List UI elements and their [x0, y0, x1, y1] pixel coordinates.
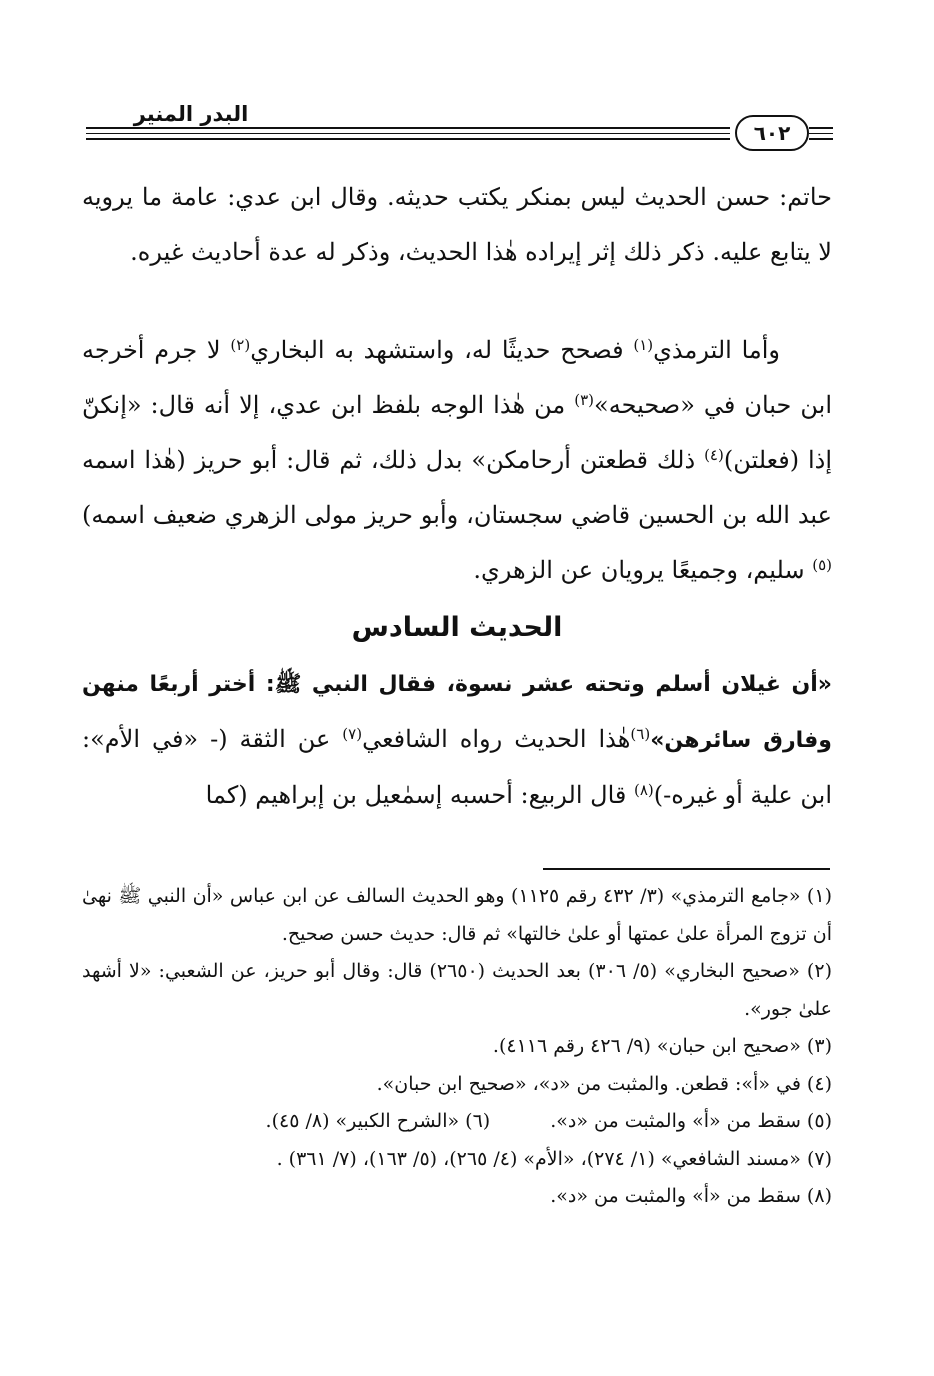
footnote-1: (١) «جامع الترمذي» (٣/ ٤٣٢ رقم ١١٢٥) وهو الحديث السالف عن ابن عباس «أن النبي ﷺ نهىٰ أن تزوج المرأة علىٰ عمتها أو علىٰ خالتها» ثم قال: حديث حسن صحيح. — [82, 885, 832, 945]
footnote-ref-2[interactable]: (٢) — [230, 336, 251, 354]
footnote-divider — [543, 868, 830, 870]
header-rule — [86, 127, 730, 129]
header-rule — [809, 127, 833, 129]
text-run: من هٰذا الوجه بلفظ ابن عدي، إلا أنه قال: «إنكنّ إذا (فعلتن) — [82, 391, 833, 474]
body-paragraph-1 — [82, 170, 832, 280]
footnote-7: (٧) «مسند الشافعي» (١/ ٢٧٤)، «الأم» (٤/ ٢٦٥)، (٥/ ١٦٣)، (٧/ ٣٦١) . — [276, 1147, 832, 1170]
body-paragraph-3 — [82, 656, 832, 823]
text-run: فصحح حديثًا له، واستشهد به البخاري — [250, 336, 634, 364]
header-rule — [809, 138, 833, 140]
header-rule — [86, 138, 730, 140]
page-number: ٦٠٢ — [735, 115, 809, 151]
footnote-5: (٥) سقط من «أ» والمثبت من «د». — [550, 1110, 832, 1132]
text-run: ذلك قطعتن أرحامكن» بدل ذلك، ثم قال: أبو حريز (هٰذا اسمه عبد الله بن الحسين قاضي سجستان، وأبو حريز مولى الزهري ضعيف اسمه) — [82, 446, 832, 529]
text-run: سليم، وجميعًا يرويان عن الزهري. — [473, 556, 813, 584]
footnote-8: (٨) سقط من «أ» والمثبت من «د». — [550, 1185, 832, 1207]
footnote-ref-3[interactable]: (٣) — [574, 391, 595, 409]
footnotes — [82, 878, 832, 1216]
footnote-ref-7[interactable]: (٧) — [342, 725, 363, 743]
footnote-ref-1[interactable]: (١) — [633, 336, 654, 354]
running-title: البدر المنير — [133, 102, 249, 126]
header-rule — [86, 133, 730, 134]
header-rule — [809, 133, 833, 134]
text-run: لا جرم أخرجه ابن حبان في «صحيحه» — [82, 336, 832, 419]
footnote-ref-5[interactable]: (٥) — [812, 556, 832, 574]
footnote-row-5-6 — [82, 1103, 832, 1141]
paragraph-text — [82, 656, 832, 823]
body-paragraph-2 — [82, 323, 832, 598]
paragraph-text: حاتم: حسن الحديث ليس بمنكر يكتب حديثه. وقال ابن عدي: عامة ما يرويه لا يتابع عليه. ذكر ذلك إثر إيراده هٰذا الحديث، وذكر له عدة أحاديث غيره. — [82, 183, 832, 266]
footnote-ref-6[interactable]: (٦) — [630, 725, 651, 743]
text-run: وأما الترمذي — [653, 336, 781, 364]
footnote-6: (٦) «الشرح الكبير» (٨/ ٤٥). — [265, 1110, 491, 1132]
section-heading: الحديث السادس — [351, 612, 563, 643]
footnote-4: (٤) في «أ»: قطعن. والمثبت من «د»، «صحيح ابن حبان». — [376, 1072, 832, 1095]
footnote-2: (٢) «صحيح البخاري» (٥/ ٣٠٦) بعد الحديث (٢٦٥٠) قال: وقال أبو حريز، عن الشعبي: «لا أشهد علىٰ جور». — [82, 960, 832, 1020]
text-run: عن الثقة (- «في الأم»: ابن علية أو غيره-) — [82, 725, 832, 809]
hadith-text: «أن غيلان أسلم وتحته عشر نسوة، فقال النبي ﷺ: أختر أربعًا منهن وفارق سائرهن» — [82, 672, 832, 753]
footnote-3: (٣) «صحيح ابن حبان» (٩/ ٤٢٦ رقم ٤١١٦). — [492, 1035, 832, 1057]
text-run: قال الربيع: أحسبه إسمٰعيل بن إبراهيم (كما — [205, 781, 634, 809]
text-run: هٰذا الحديث رواه الشافعي — [362, 725, 631, 753]
footnote-ref-4[interactable]: (٤) — [704, 446, 724, 464]
footnote-ref-8[interactable]: (٨) — [634, 781, 654, 799]
paragraph-text — [82, 323, 832, 598]
